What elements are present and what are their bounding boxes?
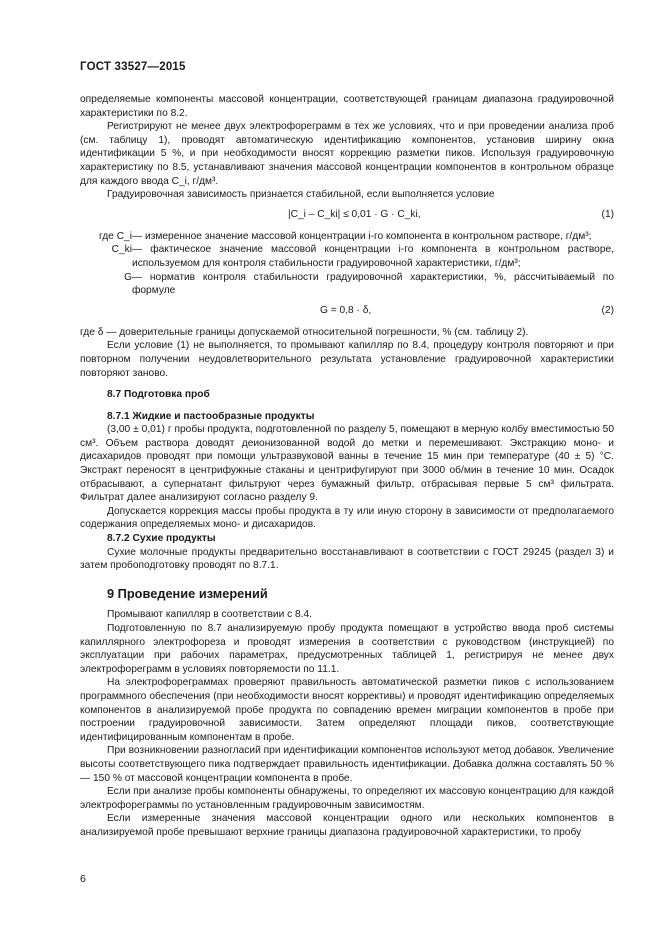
subsection-heading: 8.7.2 Сухие продукты [107,533,216,545]
formula-number: (1) [601,208,614,220]
document-header: ГОСТ 33527—2015 [80,61,186,73]
paragraph: Допускается коррекция массы пробы продукта в ту или иную сторону в зависимости от предполагаемого содержания определяемых моно- и дисахаридов. [80,505,614,531]
formula-2 [80,298,614,326]
paragraph: (3,00 ± 0,01) г пробы продукта, подготовленной по разделу 5, помещают в мерную колбу вместимостью 50 см³. Объем раствора доводят деионизованной водой до метки и перемешивают. Экстракцию моно- и дисахаридов проводят при помощи ультразвуковой ванны в течение 15 мин при температуре (40 ± 5) °С. Экстракт переносят в центрифужные стаканы и центрифугируют при 3000 об/мин в течение 10 мин. Осадок отбрасывают, а супернатант фильтруют через бумажный фильтр, отбрасывая первые 5 см³ фильтрата. Фильтрат далее анализируют согласно разделу 9. [80,424,614,504]
paragraph: Регистрируют не менее двух электрофореграмм в тех же условиях, что и при проведении анализа проб (см. таблицу 1), проводят автоматическую идентификацию компонентов, установив ширину окна идентификации 5 %, и при необходимости вносят коррекцию разметки пиков. Используя градуировочную характеристику по 8.5, устанавливают значения массовой концентрации компонентов в контрольном образце для каждого ввода C_i, г/дм³. [80,121,614,187]
paragraph: Если условие (1) не выполняется, то промывают капилляр по 8.4, процедуру контроля повторяют и при повторном получении неудовлетворительного результата установление градуировочной характеристики повторяют заново. [80,340,614,379]
definition-text: — норматив контроля стабильности градуировочной характеристики, %, рассчитываемый по формуле [132,271,614,297]
paragraph: Подготовленную по 8.7 анализируемую пробу продукта помещают в устройство ввода проб системы капиллярного электрофореза и проводят измерения в соответствии с руководством (инструкцией) по эксплуатации при рабочих параметрах, предусмотренных таблицей 1, регистрируя не менее двух электрофореграмм в условиях повторяемости по 11.1. [80,623,614,675]
definition-term: C_i [116,230,132,242]
paragraph: определяемые компоненты массовой концентрации, соответствующей границам диапазона градуировочной характеристики по 8.2. [80,94,614,119]
section-heading: 8.7 Подготовка проб [107,389,210,401]
paragraph: При возникновении разногласий при идентификации компонентов используют метод добавок. Увеличение высоты соответствующего пика подтверждает правильность идентификации. Добавка должна составлять 50 % — 150 % от массовой концентрации компонента в пробе. [80,745,614,784]
definition-item [80,230,614,244]
definition-item [80,271,614,298]
paragraph: Сухие молочные продукты предварительно восстанавливают в соответствии с ГОСТ 29245 (раздел 3) и затем пробоподготовку проводят по 8.7.1. [80,546,614,572]
subsection-heading: 8.7.1 Жидкие и пастообразные продукты [107,410,315,422]
definition-text: — измеренное значение массовой концентрации i-го компонента в контрольном растворе, г/дм³; [132,230,592,242]
document-body [80,93,614,840]
definition-term: C_ki [111,244,132,256]
chapter-heading: 9 Проведение измерений [107,585,268,601]
paragraph: Если измеренные значения массовой концентрации одного или нескольких компонентов в анализируемой пробе превышают верхние границы диапазона градуировочной характеристики, то пробу [80,813,614,838]
definition-term: G [124,271,132,283]
definition-item: где δ — доверительные границы допускаемой относительной погрешности, % (см. таблицу 2). [80,326,529,338]
definition-item [80,243,614,270]
formula-expression: |C_i – C_ki| ≤ 0,01 · G · C_ki, [288,208,421,220]
paragraph: Если при анализе пробы компоненты обнаружены, то определяют их массовую концентрацию для каждой электрофореграммы по установленным градуировочным зависимостям. [80,786,614,811]
definition-intro: где [98,230,114,242]
page-number: 6 [80,873,86,885]
paragraph: На электрофореграммах проверяют правильность автоматической разметки пиков с использованием программного обеспечения (при необходимости вносят коррективы) и проводят идентификацию определяемых компонентов в анализируемой пробе продукта по совпадению времен миграции компонентов в пробе при построении градуировочной зависимости. Затем определяют площади пиков, соответствующие идентифицированным компонентам в пробе. [80,677,614,743]
paragraph: Градуировочная зависимость признается стабильной, если выполняется условие [107,189,495,201]
formula-expression: G = 0,8 · δ, [320,304,372,316]
definition-text: — фактическое значение массовой концентрации i-го компонента в контрольном растворе, используемом для контроля стабильности градуировочной характеристики, г/дм³; [132,244,614,269]
paragraph: Промывают капилляр в соответствии с 8.4. [107,609,313,621]
formula-number: (2) [601,304,614,316]
formula-1 [80,202,614,230]
